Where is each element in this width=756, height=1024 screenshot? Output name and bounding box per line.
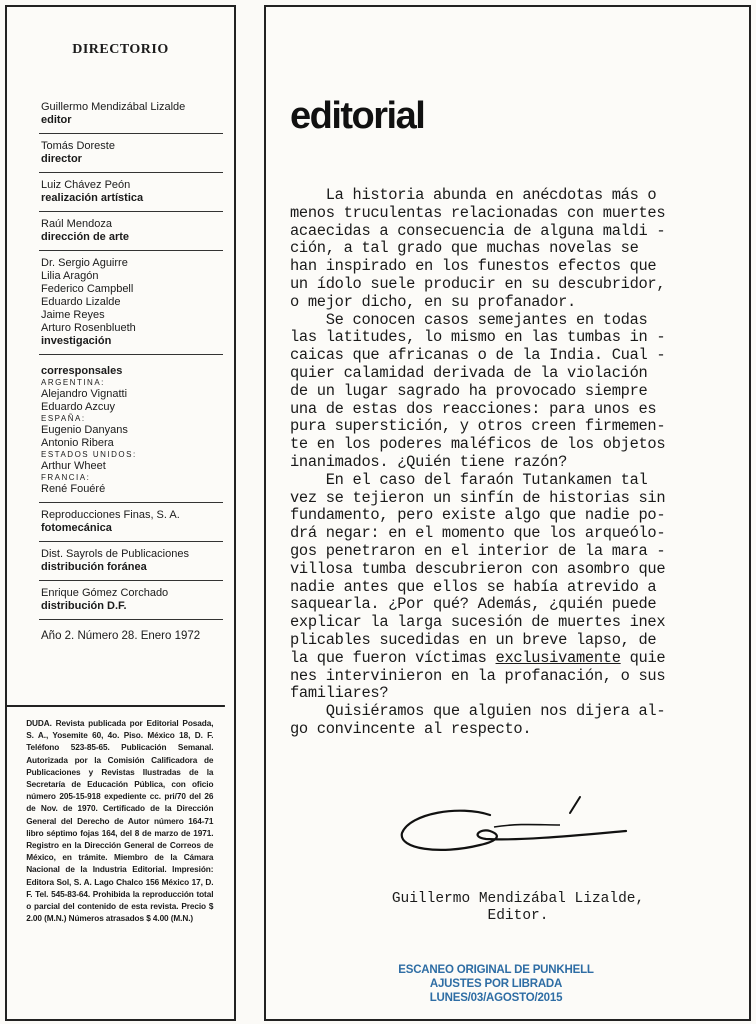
issue-line: Año 2. Número 28. Enero 1972 bbox=[41, 630, 201, 642]
directory-column bbox=[5, 5, 236, 1021]
staff-name: Lilia Aragón bbox=[41, 270, 99, 282]
editorial-line: gos penetraron en el interior de la mara - bbox=[290, 541, 666, 560]
staff-block-s0 bbox=[39, 503, 223, 542]
editorial-line: una de estas dos reacciones: para unos es bbox=[290, 399, 657, 418]
staff-block-0 bbox=[39, 95, 223, 134]
country-label: ESPAÑA: bbox=[41, 414, 86, 423]
signature-name: Guillermo Mendizábal Lizalde, bbox=[391, 891, 645, 907]
editorial-line: drá negar: en el momento que los arqueólo- bbox=[290, 524, 666, 543]
editorial-line: inanimados. ¿Quién tiene razón? bbox=[290, 452, 568, 471]
editorial-line: Quisiéramos que alguien nos dijera al- bbox=[290, 702, 666, 721]
signature-title: Editor. bbox=[487, 908, 549, 924]
staff-block-4 bbox=[39, 251, 223, 355]
staff-role: corresponsales bbox=[41, 365, 123, 377]
staff-name: Dr. Sergio Aguirre bbox=[41, 257, 128, 269]
staff-name: Enrique Gómez Corchado bbox=[41, 587, 169, 599]
staff-name: Eduardo Azcuy bbox=[41, 401, 115, 413]
staff-block-3 bbox=[39, 212, 223, 251]
editorial-line: villosa tumba descubrieron con asombro que bbox=[290, 559, 666, 578]
country-label: ARGENTINA: bbox=[41, 378, 105, 387]
editorial-line: de un lugar sagrado ha provocado siempre bbox=[290, 381, 648, 400]
country-label: ESTADOS UNIDOS: bbox=[41, 450, 137, 459]
staff-role: distribución foránea bbox=[41, 561, 147, 573]
scan-credit bbox=[376, 963, 616, 1005]
editorial-line: acaecidas a consecuencia de alguna maldi - bbox=[290, 221, 666, 240]
editorial-line: o mejor dicho, en su profanador. bbox=[290, 292, 576, 311]
staff-name: Eduardo Lizalde bbox=[41, 296, 121, 308]
staff-name: Dist. Sayrols de Publicaciones bbox=[41, 548, 189, 560]
staff-list bbox=[39, 95, 223, 642]
editorial-line: menos truculentas relacionadas con muertes bbox=[290, 203, 666, 222]
editorial-line: pura superstición, y otros creen firmemen- bbox=[290, 417, 666, 436]
staff-block-s1 bbox=[39, 542, 223, 581]
staff-name: Eugenio Danyans bbox=[41, 424, 128, 436]
editorial-line: la que fueron víctimas exclusivamente quie bbox=[290, 648, 666, 667]
legal-notice: DUDA. Revista publicada por Editorial Posada, S. A., Yosemite 60, 4o. Piso. México 18, D. F. Teléfono 523-85-65. Publicación Semanal. Autorizada por la Comisión Calificadora de Publicaciones y Revistas Ilustradas de la Secretaría de Educación Pública, con oficio número 205-15-918 expediente cc. pri/70 del 26 de Nov. de 1970. Certificado de la Dirección General del Derecho de Autor número 164-71 libro séptimo fojas 164, del 8 de marzo de 1971. Registro en la Dirección General de Correos de México, en trámite. Miembro de la Cámara Nacional de la Industria Editorial. Impresión: Editora Sol, S. A. Lago Chalco 156 México 17, D. F. Tel. 545-83-64. Prohibida la reproducción total o parcial del contenido de esta revista. Precio $ 2.00 (M.N.) Números atrasados $ 4.00 (M.N.) bbox=[7, 705, 225, 1019]
editorial-line: quier calamidad derivada de la violación bbox=[290, 363, 648, 382]
staff-role: editor bbox=[41, 114, 72, 126]
staff-name: Reproducciones Finas, S. A. bbox=[41, 509, 180, 521]
staff-role: realización artística bbox=[41, 192, 144, 204]
editorial-line: caicas que africanas o de la India. Cual - bbox=[290, 346, 666, 365]
editorial-line: La historia abunda en anécdotas más o bbox=[290, 186, 657, 204]
editorial-line: vez se tejieron un sinfín de historias sin bbox=[290, 488, 666, 507]
staff-block-1 bbox=[39, 134, 223, 173]
scan-credit-line-2: AJUSTES POR LIBRADA bbox=[429, 978, 563, 990]
editorial-line: saquearla. ¿Por qué? Además, ¿quién puede bbox=[290, 595, 657, 614]
editorial-line: fundamento, pero existe algo que nadie po- bbox=[290, 506, 666, 525]
staff-name: Antonio Ribera bbox=[41, 437, 114, 449]
editorial-column bbox=[264, 5, 751, 1021]
scan-credit-line-1: ESCANEO ORIGINAL DE PUNKHELL bbox=[398, 964, 594, 976]
scan-credit-line-3: LUNES/03/AGOSTO/2015 bbox=[429, 992, 563, 1004]
handwritten-signature bbox=[390, 795, 630, 865]
editorial-title: editorial bbox=[290, 95, 425, 137]
staff-name: Luiz Chávez Peón bbox=[41, 179, 131, 191]
editorial-line: te en los poderes maléficos de los objetos bbox=[290, 435, 666, 454]
directory-title: DIRECTORIO bbox=[72, 42, 169, 57]
staff-name: Alejandro Vignatti bbox=[41, 388, 128, 400]
staff-name: Jaime Reyes bbox=[41, 309, 105, 321]
staff-name: Tomás Doreste bbox=[41, 140, 115, 152]
staff-role: fotomecánica bbox=[41, 522, 112, 534]
editorial-line: nes intervinieron en la profanación, o sus bbox=[290, 666, 666, 685]
editorial-line: un ídolo suele producir en su descubridor, bbox=[290, 274, 666, 293]
editorial-line: Se conocen casos semejantes en todas bbox=[290, 310, 648, 329]
editorial-line: las latitudes, lo mismo en las tumbas in - bbox=[290, 328, 666, 347]
correspondents-block bbox=[39, 355, 223, 503]
staff-name: Arturo Rosenblueth bbox=[41, 322, 136, 334]
editorial-line: plicables sucedidas en un breve lapso, de bbox=[290, 630, 657, 649]
staff-name: René Fouéré bbox=[41, 483, 106, 495]
staff-name: Guillermo Mendizábal Lizalde bbox=[41, 101, 186, 113]
editorial-line: explicar la larga sucesión de muertes inex bbox=[290, 613, 666, 632]
staff-role: director bbox=[41, 153, 82, 165]
editorial-line: familiares? bbox=[290, 684, 389, 703]
emphasized-word: exclusivamente bbox=[495, 648, 621, 667]
staff-name: Raúl Mendoza bbox=[41, 218, 112, 230]
staff-name: Arthur Wheet bbox=[41, 460, 106, 472]
staff-block-2 bbox=[39, 173, 223, 212]
editorial-line: En el caso del faraón Tutankamen tal bbox=[290, 470, 648, 489]
editorial-body bbox=[290, 187, 732, 739]
editorial-line: go convincente al respecto. bbox=[290, 719, 532, 738]
editorial-line: nadie antes que ellos se había atrevido a bbox=[290, 577, 657, 596]
staff-name: Federico Campbell bbox=[41, 283, 134, 295]
signature-name-block bbox=[358, 891, 678, 925]
staff-role: investigación bbox=[41, 335, 112, 347]
staff-role: dirección de arte bbox=[41, 231, 130, 243]
staff-role: distribución D.F. bbox=[41, 600, 127, 612]
country-label: FRANCIA: bbox=[41, 473, 91, 482]
staff-block-s2 bbox=[39, 581, 223, 620]
editorial-line: ción, a tal grado que muchas novelas se bbox=[290, 239, 639, 258]
editorial-line: han inspirado en los funestos efectos que bbox=[290, 257, 657, 276]
